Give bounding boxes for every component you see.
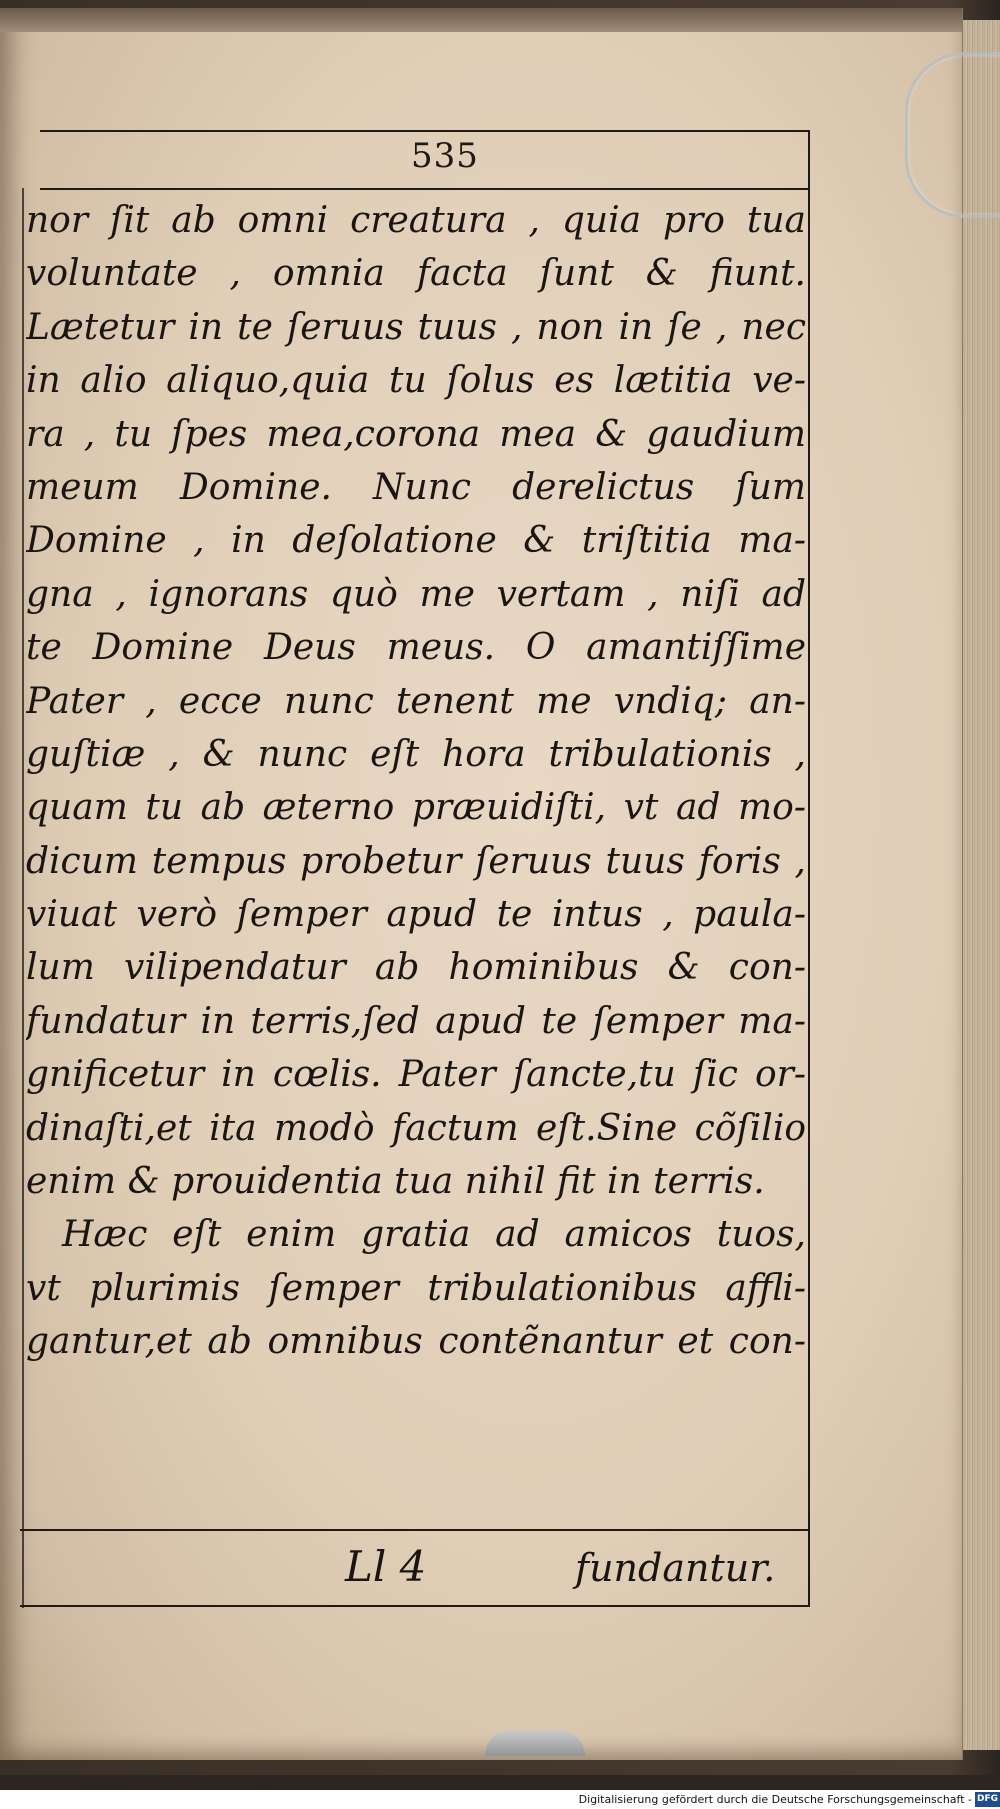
text-line: nor ſit ab omni creatura , quia pro tua <box>26 200 806 241</box>
signature-mark: Ll 4 <box>345 1542 427 1591</box>
text-line: Hæc eſt enim gratia ad amicos tuos, <box>62 1214 806 1256</box>
digitization-credit: Digitalisierung gefördert durch die Deutsche Forschungsgemeinschaft - <box>578 1793 972 1806</box>
header-rule <box>40 188 810 190</box>
text-line: gnificetur in cœlis. Pater ſancte,tu ſic or- <box>26 1054 806 1096</box>
text-line: voluntate , omnia facta ſunt & fiunt. <box>26 253 806 295</box>
page-top-shadow <box>0 8 962 32</box>
text-line: enim & prouidentia tua nihil fit in terris. <box>26 1161 765 1203</box>
footer-rule <box>20 1605 810 1607</box>
page-number: 535 <box>411 136 479 176</box>
text-line: gna , ignorans quò me vertam , niſi ad <box>26 573 806 615</box>
book-page <box>0 8 963 1760</box>
text-line: lum vilipendatur ab hominibus & con- <box>26 947 806 989</box>
text-block <box>26 194 806 1530</box>
text-line: meum Domine. Nunc derelictus ſum <box>26 466 806 508</box>
credit-bar <box>0 1790 1000 1809</box>
text-line: ra , tu ſpes mea,corona mea & gaudium <box>26 413 806 455</box>
text-line: Pater , ecce nunc tenent me vndiq; an- <box>26 680 806 722</box>
dfg-logo: DFG <box>975 1792 1000 1807</box>
page-clip-bottom <box>485 1730 585 1756</box>
text-line: dicum tempus probetur ſeruus tuus foris , <box>26 840 806 882</box>
text-line: dinaſti,et ita modò factum eſt.Sine cõſilio <box>26 1107 806 1149</box>
text-line: in alio aliquo,quia tu ſolus es lætitia ve- <box>26 360 806 402</box>
text-line: viuat verò ſemper apud te intus , paula- <box>26 894 806 936</box>
catchword: fundantur. <box>575 1546 776 1590</box>
text-line: Lætetur in te ſeruus tuus , non in ſe , nec <box>26 306 806 348</box>
text-line: Domine , in deſolatione & triſtitia ma- <box>26 520 806 562</box>
text-line: fundatur in terris,ſed apud te ſemper ma- <box>26 1000 806 1042</box>
text-line: te Domine Deus meus. O amantiſſime <box>26 627 806 669</box>
type-area-left-rule <box>22 188 24 1608</box>
text-line: gantur,et ab omnibus contẽnantur et con- <box>26 1321 806 1363</box>
text-line: guſtiæ , & nunc eſt hora tribulationis , <box>26 733 806 775</box>
text-line: quam tu ab æterno præuidiſti, vt ad mo- <box>26 787 806 829</box>
text-line: vt plurimis ſemper tribulationibus affli- <box>26 1267 806 1309</box>
page-clip <box>905 52 1000 218</box>
